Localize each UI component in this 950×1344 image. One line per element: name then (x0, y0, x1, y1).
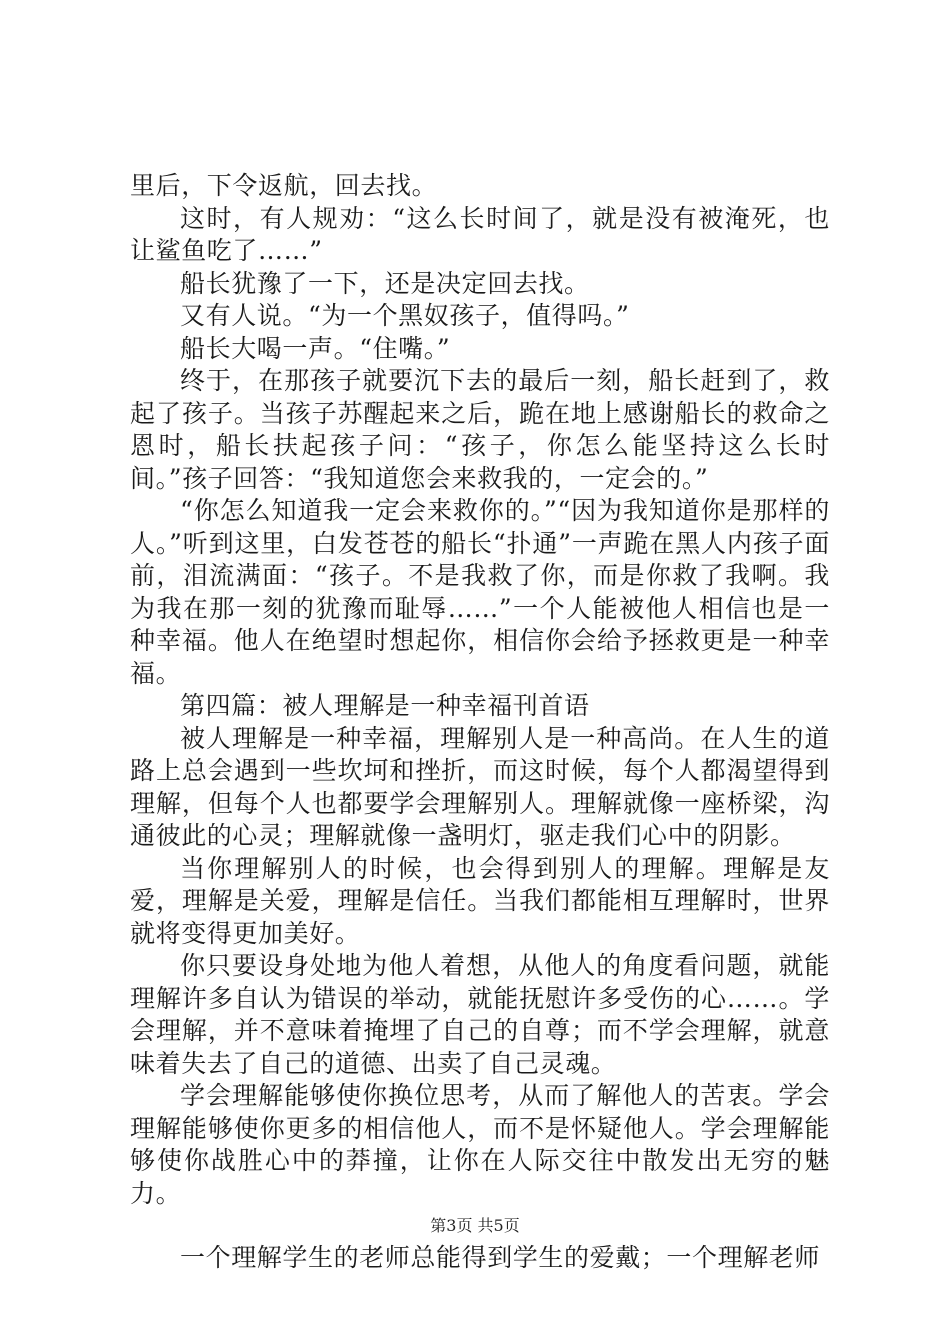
paragraph-learn-understanding: 学会理解能够使你换位思考，从而了解他人的苦衷。学会理解能够使你更多的相信他人，而不是怀疑他人。学会理解能够使你战胜心中的莽撞，让你在人际交往中散发出无穷的魅力。 (130, 1081, 830, 1208)
paragraph-teacher-student: 一个理解学生的老师总能得到学生的爱戴；一个理解老师 (180, 1243, 821, 1272)
page-number-label: 第3页 共5页 (430, 1216, 520, 1235)
section-heading: 第四篇：被人理解是一种幸福刊首语 (180, 691, 590, 720)
paragraph-empathy: 你只要设身处地为他人着想，从他人的角度看问题，就能理解许多自认为错误的举动，就能抚慰许多受伤的心……。学会理解，并不意味着掩埋了自己的自尊；而不学会理解，就意味着失去了自己的道德、出卖了自己灵魂。 (130, 951, 830, 1078)
paragraph-continuation: 里后，下令返航，回去找。 (130, 171, 438, 200)
paragraph-trust: “你怎么知道我一定会来救你的。”“因为我知道你是那样的人。”听到这里，白发苍苍的船长“扑通”一声跪在黑人内孩子面前，泪流满面：“孩子。不是我救了你，而是你救了我啊。我为我在那一刻的犹豫而耻辱……”一个人能被他人相信也是一种幸福。他人在绝望时想起你，相信你会给予拯救更是一种幸福。 (130, 496, 830, 688)
page-footer (0, 1216, 950, 1236)
paragraph-someone-says: 又有人说。“为一个黑奴孩子，值得吗。” (180, 301, 630, 330)
paragraph-understanding-others: 当你理解别人的时候，也会得到别人的理解。理解是友爱，理解是关爱，理解是信任。当我们都能相互理解时，世界就将变得更加美好。 (130, 853, 830, 948)
paragraph-understanding-intro: 被人理解是一种幸福，理解别人是一种高尚。在人生的道路上总会遇到一些坎坷和挫折，而这时候，每个人都渴望得到理解，但每个人也都要学会理解别人。理解就像一座桥梁，沟通彼此的心灵；理解就像一盏明灯，驱走我们心中的阴影。 (130, 723, 830, 850)
paragraph-rescue: 终于，在那孩子就要沉下去的最后一刻，船长赶到了，救起了孩子。当孩子苏醒起来之后，跪在地上感谢船长的救命之恩时，船长扶起孩子问：“孩子，你怎么能坚持这么长时间。”孩子回答：“我知道您会来救我的，一定会的。” (130, 366, 830, 493)
paragraph-captain-hesitates: 船长犹豫了一下，还是决定回去找。 (180, 268, 590, 298)
document-body (130, 170, 830, 1275)
paragraph-persuasion: 这时，有人规劝：“这么长时间了，就是没有被淹死，也让鲨鱼吃了……” (130, 203, 830, 265)
paragraph-captain-shouts: 船长大喝一声。“住嘴。” (180, 333, 451, 363)
